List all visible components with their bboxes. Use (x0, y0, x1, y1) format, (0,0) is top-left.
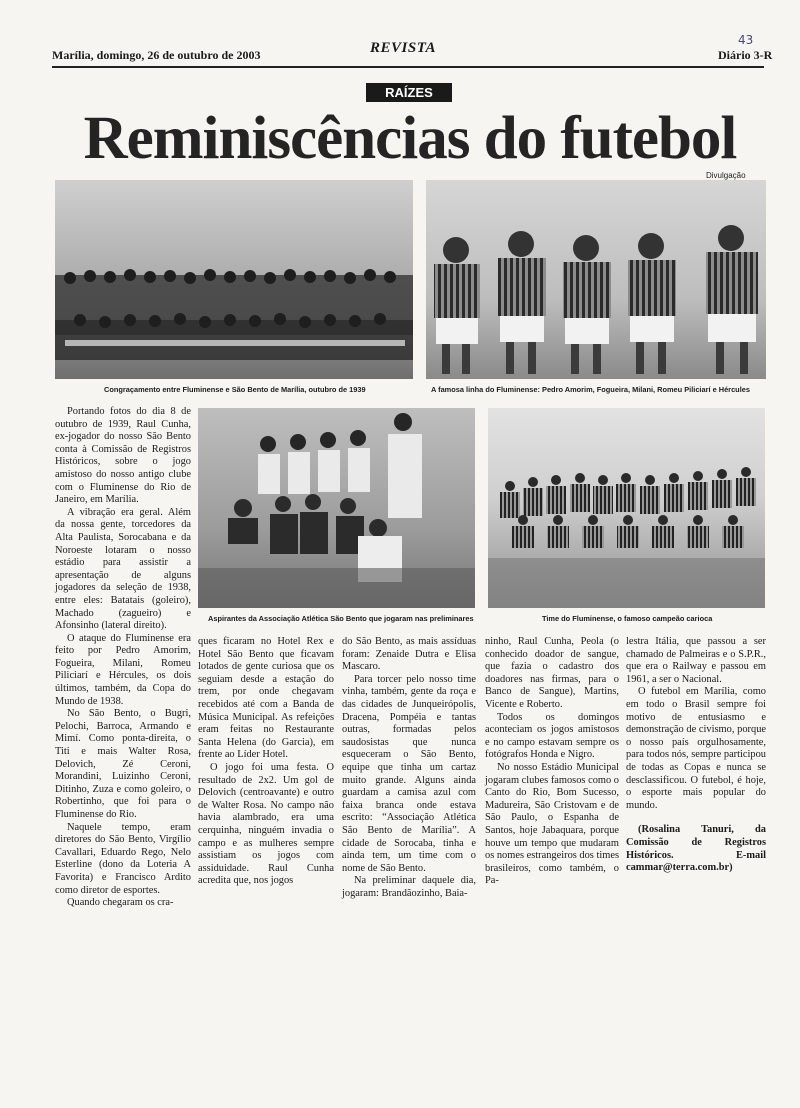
photo-sao-bento-aspirants (198, 408, 475, 608)
article-column-4 (485, 636, 619, 887)
paragraph: Todos os domingos aconteciam os jogos amistosos e no campo estavam sempre os fotógrafos Honda e Nigro. (485, 711, 619, 761)
photo-fluminense-team (488, 408, 765, 608)
photo-credit: Divulgação (706, 171, 746, 180)
photo-caption-2: A famosa linha do Fluminense: Pedro Amorim, Fogueira, Milani, Romeu Piliciarí e Hércules (431, 385, 750, 394)
article-column-5 (626, 636, 766, 886)
page-number: Diário 3-R (718, 48, 773, 62)
article-column-1 (55, 406, 191, 909)
paragraph: No São Bento, o Bugri, Pelochi, Barroca, Armando e Mimí. Como ponta-direita, o Titi e mais Walter Rosa, Delovich, Zé Ceroni, Morandini, Luizinho Ceroni, Ditinho, Zuza e como goleiro, o Robertinho, que foi para o Fluminense do Rio. (55, 708, 191, 820)
header-divider (52, 66, 764, 68)
paragraph: ninho, Raul Cunha, Peola (o conhecido doador de sangue, que fazia o cadastro dos doadores nas firmas, para o Banco de Sangue), Martins, Vicente e Roberto. (485, 636, 619, 710)
paragraph: O ataque do Fluminense era feito por Pedro Amorim, Fogueira, Milani, Romeu Piliciarí e Hércules, os dois últimos, também, da Copa do Mundo de 1938. (55, 632, 191, 707)
photo-fluminense-forwards (426, 180, 766, 379)
paragraph: O futebol em Marília, como em todo o Brasil sempre foi motivo de entusiasmo e demonstração de civismo, porque o nosso país orgulhosamente, para todos nós, sempre participou de todas as Copas e nunca se desclassificou. O futebol, é hoje, o esporte mais popular do mundo. (626, 686, 766, 811)
paragraph: Naquele tempo, eram diretores do São Bento, Virgílio Cavallari, Eduardo Rego, Nelo Esterline (dono da Loteria A Favorita) e Francisco Ardito como diretor de esportes. (55, 821, 191, 896)
photo-caption-4: Time do Fluminense, o famoso campeão carioca (542, 614, 713, 623)
paragraph: ques ficaram no Hotel Rex e Hotel São Bento que ficavam lotados de gente curiosa que os seguiam desde a estação do trem, por onde chegavam recebidos até com a Banda de Música Municipal. As refeições eram feitas no Restaurante Santa Helena (do Garcia), em frente ao Líder Hotel. (198, 636, 334, 761)
section-label: RAÍZES (366, 83, 452, 102)
headline: Reminiscências do futebol (83, 105, 737, 172)
date-line: Marília, domingo, 26 de outubro de 2003 (52, 48, 261, 62)
paragraph: Na preliminar daquele dia, jogaram: Brandãozinho, Baia- (342, 875, 476, 899)
author-signature: (Rosalina Tanuri, da Comissão de Registros Históricos. E-mail cammar@terra.com.br) (626, 824, 766, 874)
paragraph: A vibração era geral. Além da nossa gente, torcedores da Alta Paulista, Sorocabana e da Noroeste lotaram o nosso estádio para assistir a apresentação de alguns jogadores da seleção de 1938, entre eles: Batatais (goleiro), Machado (zagueiro) e Afonsinho (lateral direito). (55, 506, 191, 632)
photo-caption-3: Aspirantes da Associação Atlética São Bento que jogaram nas preliminares (208, 614, 474, 623)
photo-teams-group (55, 180, 413, 379)
paragraph: Para torcer pelo nosso time vinha, também, gente da roça e das cidades de Junqueirópolis, Dracena, Pompéia e tantas outras, formadas pelos saudosistas que nunca esqueceram o São Bento, equipe que tinha um cartaz muito grande. Alguns ainda guardam a camisa azul com faixa branca onde estava escrito: “Associação Atlética São Bento de Marília”. A cidade de Sorocaba, tinha e ainda tem, um time com o nome de São Bento. (342, 673, 476, 874)
paragraph: lestra Itália, que passou a ser chamado de Palmeiras e o S.P.R., que era o Railway e passou em 1961, a ser o Nacional. (626, 636, 766, 685)
handwritten-page-number: 43 (738, 33, 754, 47)
article-column-2 (198, 636, 334, 887)
paragraph: No nosso Estádio Municipal jogaram clubes famosos como o Canto do Rio, Bom Sucesso, Madureira, São Cristovam e de São Paulo, o Espanha de Santos, hoje Jabaquara, porque houve um tempo que mudaram os nomes estrangeiros dos times brasileiros, como também, o Pa- (485, 761, 619, 887)
paragraph: Quando chegaram os cra- (67, 897, 174, 909)
paragraph: Portando fotos do dia 8 de outubro de 1939, Raul Cunha, ex-jogador do nosso São Bento conta à Comissão de Registros Históricos, sobre o jogo amistoso do nosso antigo clube com o Fluminense do Rio de Janeiro, em Marília. (55, 406, 191, 506)
section-name: REVISTA (370, 40, 437, 56)
article-column-3 (342, 636, 476, 899)
paragraph: do São Bento, as mais assíduas foram: Zenaide Dutra e Elisa Mascaro. (342, 636, 476, 673)
photo-caption-1: Congraçamento entre Fluminense e São Bento de Marília, outubro de 1939 (104, 385, 366, 394)
paragraph: O jogo foi uma festa. O resultado de 2x2. Um gol de Delovich (centroavante) e outro de Walter Rosa. No campo não havia alambrado, era uma cerquinha, ninguém invadia o campo e as mulheres sempre assistiam os jogos com assiduidade. Raul Cunha acredita que, nos jogos (198, 761, 334, 887)
